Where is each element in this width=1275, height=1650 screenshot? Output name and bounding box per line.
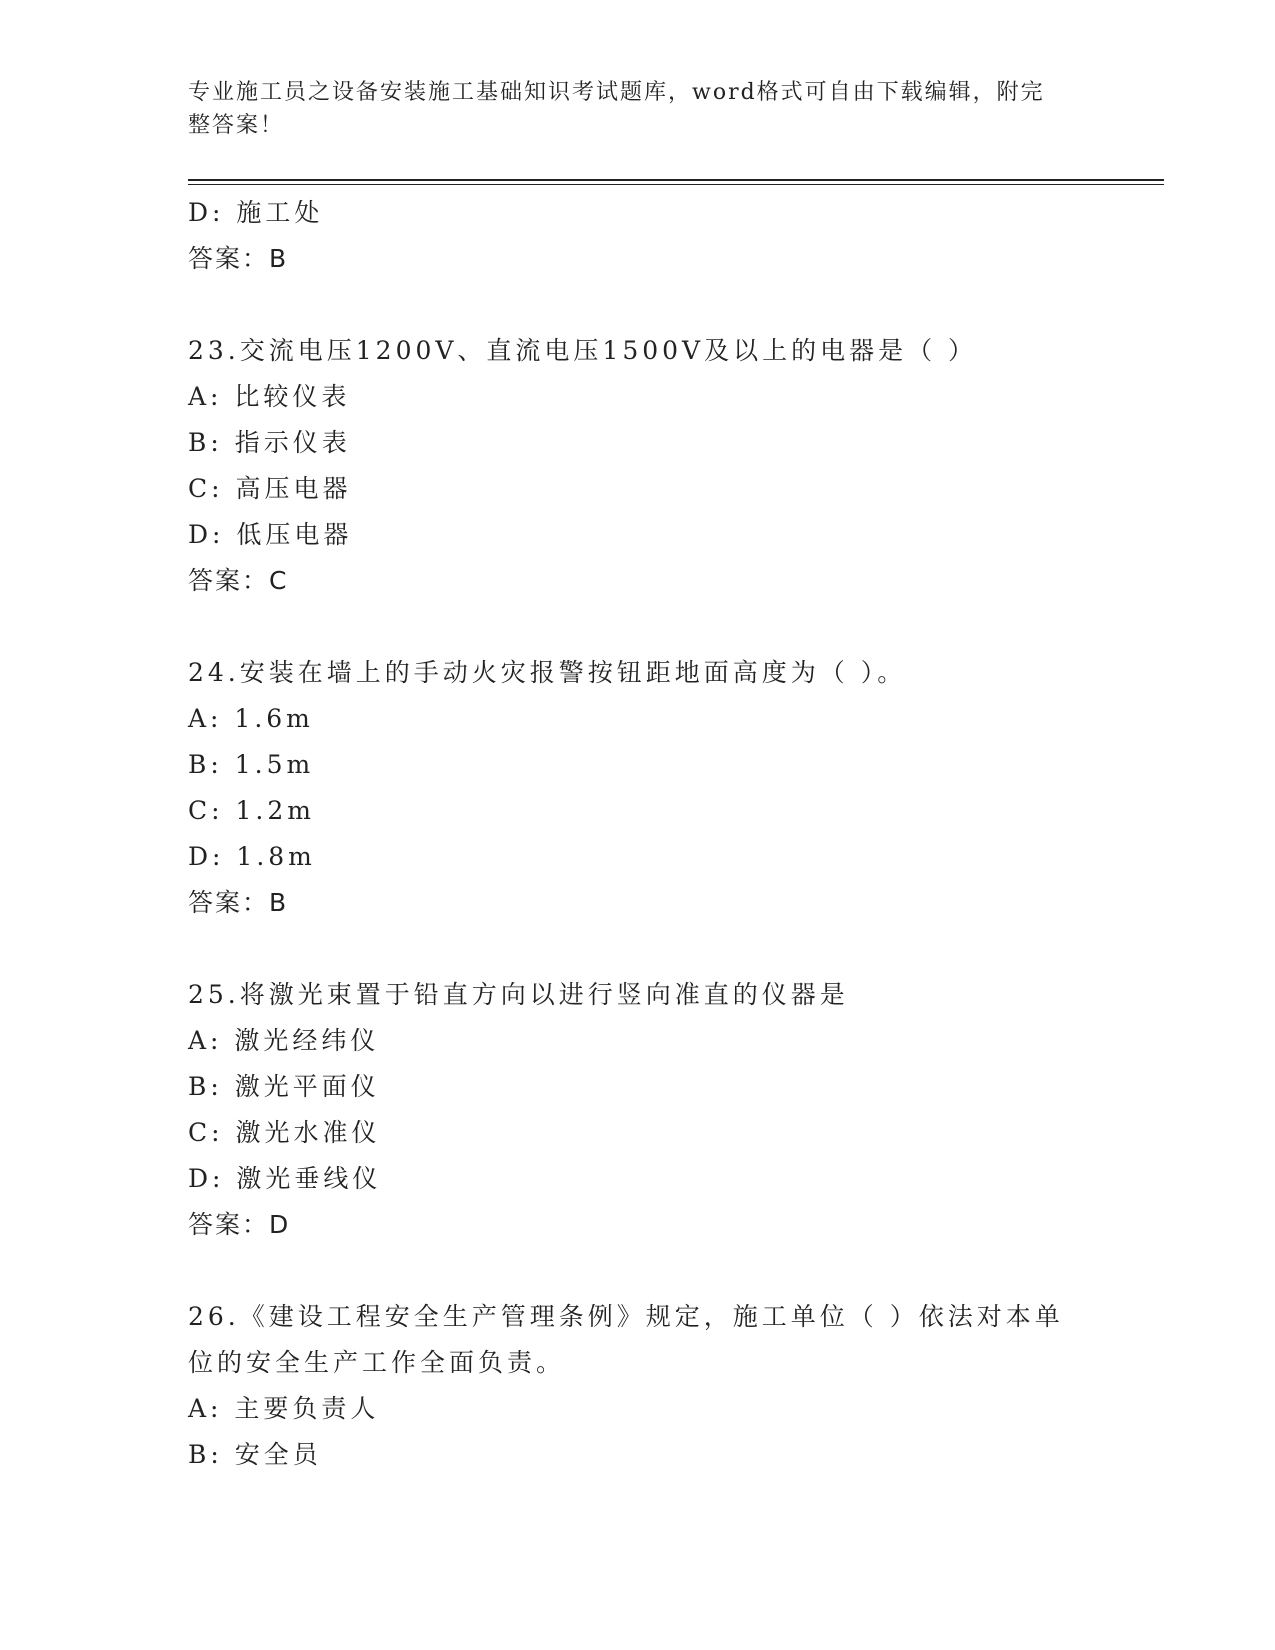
question-stem: 24.安装在墙上的手动火灾报警按钮距地面高度为（ ）。	[188, 658, 907, 687]
option-d: D: 低压电器	[188, 520, 353, 549]
header-rule-thin	[188, 184, 1164, 185]
option-b: B: 激光平面仪	[188, 1072, 380, 1101]
answer-line: 答案：D	[188, 1210, 291, 1239]
header-rule-thick	[188, 179, 1164, 181]
option-a: A: 1.6m	[188, 704, 314, 733]
question-26	[188, 1294, 1088, 1478]
document-header: 专业施工员之设备安装施工基础知识考试题库，word格式可自由下载编辑，附完整答案！	[188, 80, 1045, 138]
option-b: B: 1.5m	[188, 750, 315, 779]
question-stem: 23.交流电压1200V、直流电压1500V及以上的电器是（ ）	[188, 336, 978, 365]
option-a: A: 比较仪表	[188, 382, 351, 411]
answer-line: 答案：B	[188, 888, 289, 917]
answer-line: 答案：B	[188, 244, 289, 273]
question-stem: 26.《建设工程安全生产管理条例》规定，施工单位（ ）依法对本单位的安全生产工作全面负责。	[188, 1302, 1064, 1377]
option-b: B: 指示仪表	[188, 428, 351, 457]
question-23	[188, 328, 1088, 604]
question-22-continuation	[188, 190, 1088, 282]
question-list	[188, 190, 1088, 1478]
option-c: C: 1.2m	[188, 796, 315, 825]
question-25	[188, 972, 1088, 1248]
option-d: D: 施工处	[188, 198, 324, 227]
answer-line: 答案：C	[188, 566, 289, 595]
option-b: B: 安全员	[188, 1440, 322, 1469]
question-24	[188, 650, 1088, 926]
option-d: D: 激光垂线仪	[188, 1164, 382, 1193]
option-c: C: 激光水准仪	[188, 1118, 381, 1147]
option-d: D: 1.8m	[188, 842, 316, 871]
option-a: A: 主要负责人	[188, 1394, 380, 1423]
question-stem: 25.将激光束置于铅直方向以进行竖向准直的仪器是	[188, 980, 849, 1009]
option-a: A: 激光经纬仪	[188, 1026, 380, 1055]
option-c: C: 高压电器	[188, 474, 352, 503]
